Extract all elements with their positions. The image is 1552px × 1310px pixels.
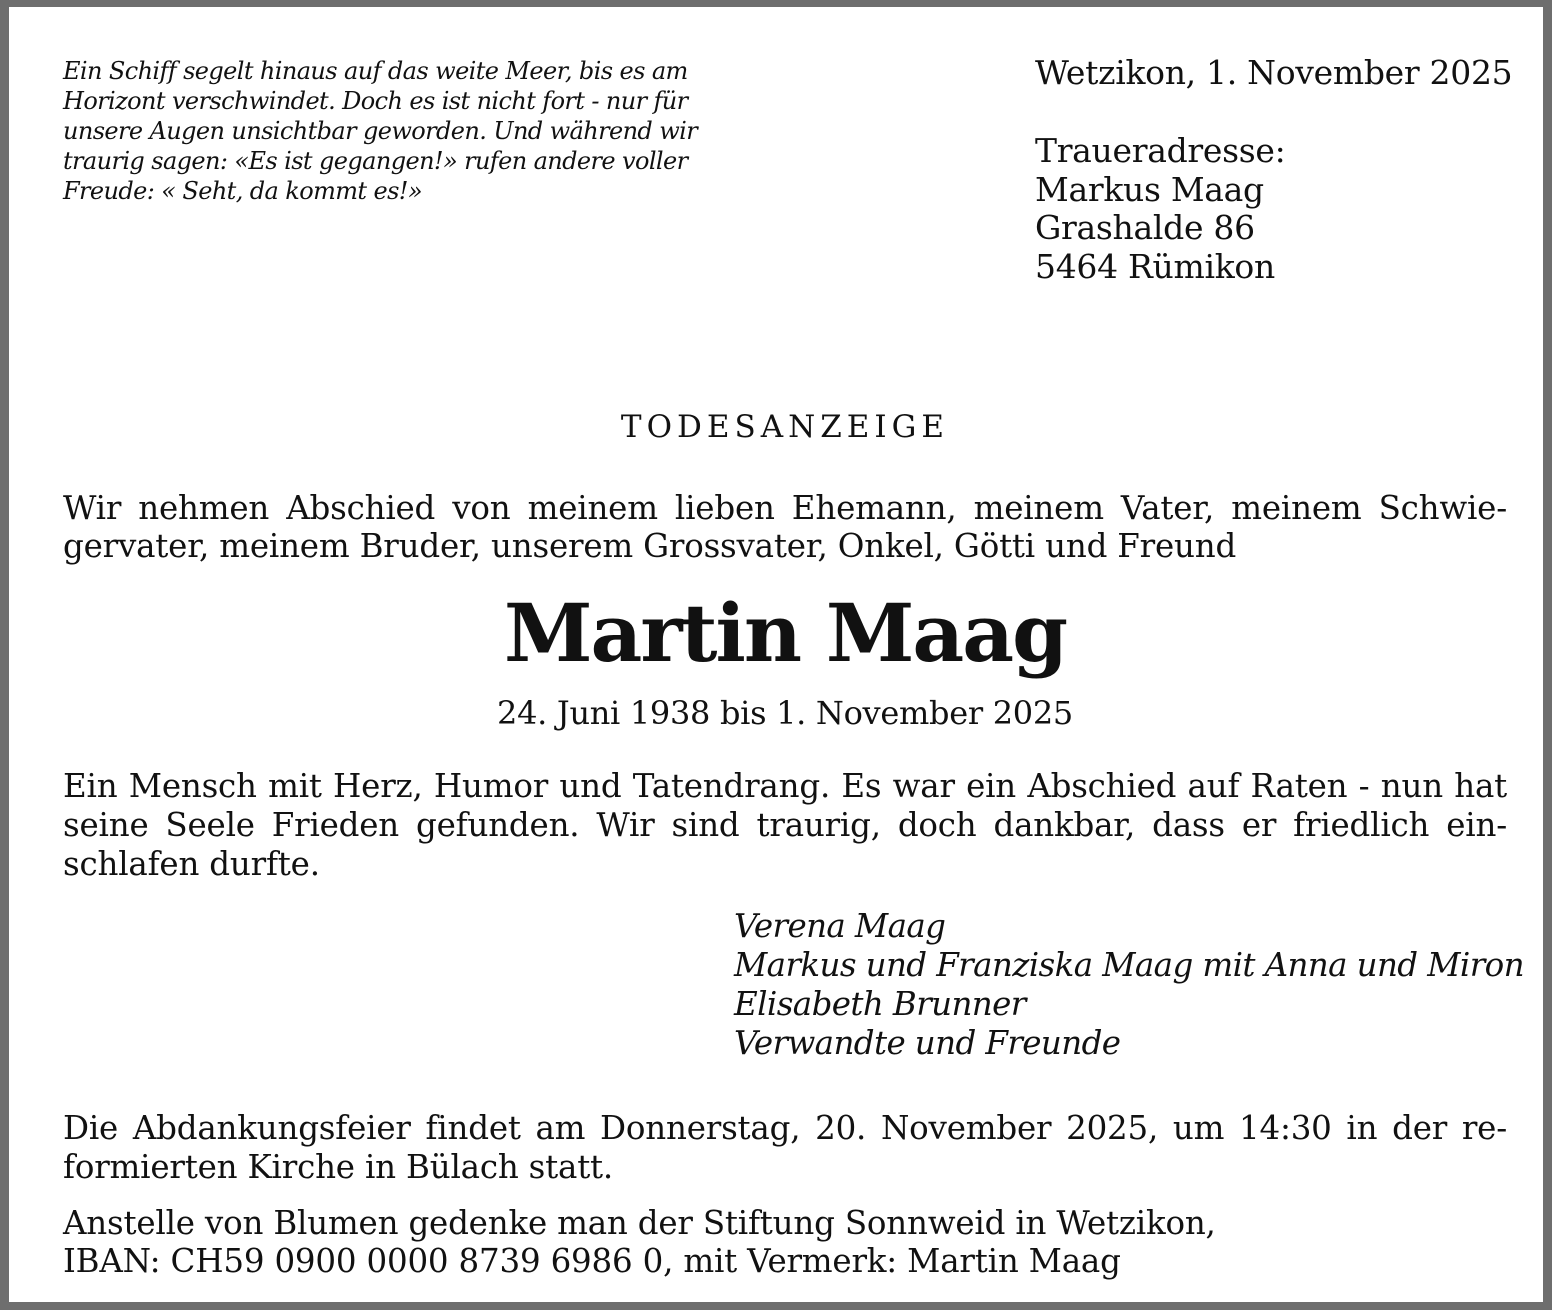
- tribute-line: Ein Mensch mit Herz, Humor und Tatendrang. Es war ein Abschied auf Raten - nun hat: [63, 767, 1507, 805]
- address-city: 5464 Rümikon: [1035, 246, 1275, 286]
- service-line: Die Abdankungsfeier findet am Donnerstag, 20. November 2025, um 14:30 in der re-: [63, 1109, 1507, 1147]
- address-label: Traueradresse:: [1035, 131, 1286, 170]
- address-street: Grashalde 86: [1035, 208, 1255, 247]
- poem-quote: [63, 56, 753, 206]
- tribute-paragraph: [63, 767, 1507, 884]
- poem-line: Horizont verschwindet. Doch es ist nicht fort - nur für: [63, 87, 688, 115]
- address-name: Markus Maag: [1035, 169, 1264, 209]
- mourners-list: [734, 907, 1524, 1063]
- intro-line: Wir nehmen Abschied von meinem lieben Ehemann, meinem Vater, meinem Schwie-: [63, 489, 1507, 527]
- mourner-name: Markus und Franziska Maag mit Anna und Miron: [734, 946, 1524, 984]
- place-and-date: Wetzikon, 1. November 2025: [1035, 53, 1513, 92]
- poem-line: unsere Augen unsichtbar geworden. Und während wir: [63, 117, 698, 145]
- poem-line: traurig sagen: «Es ist gegangen!» rufen andere voller: [63, 147, 688, 175]
- mourner-name: Verwandte und Freunde: [734, 1024, 1121, 1062]
- donation-line: Anstelle von Blumen gedenke man der Stiftung Sonnweid in Wetzikon,: [63, 1204, 1216, 1242]
- mourner-name: Verena Maag: [734, 907, 946, 945]
- intro-line: gervater, meinem Bruder, unserem Grossvater, Onkel, Götti und Freund: [63, 527, 1237, 565]
- tribute-line: schlafen durfte.: [63, 845, 320, 883]
- poem-line: Freude: « Seht, da kommt es!»: [63, 177, 422, 205]
- service-line: formierten Kirche in Bülach statt.: [63, 1148, 614, 1186]
- mourner-name: Elisabeth Brunner: [734, 985, 1026, 1023]
- life-dates: 24. Juni 1938 bis 1. November 2025: [497, 694, 1073, 732]
- notice-heading: TODESANZEIGE: [620, 409, 950, 445]
- service-paragraph: [63, 1109, 1507, 1187]
- donation-line: IBAN: CH59 0900 0000 8739 6986 0, mit Vermerk: Martin Maag: [63, 1242, 1121, 1280]
- tribute-line: seine Seele Frieden gefunden. Wir sind traurig, doch dankbar, dass er friedlich ein-: [63, 806, 1507, 844]
- poem-line: Ein Schiff segelt hinaus auf das weite Meer, bis es am: [63, 57, 688, 85]
- donation-paragraph: [63, 1204, 1507, 1280]
- intro-paragraph: [63, 489, 1507, 565]
- mourning-address: [1035, 132, 1285, 286]
- deceased-name: Martin Maag: [503, 586, 1067, 680]
